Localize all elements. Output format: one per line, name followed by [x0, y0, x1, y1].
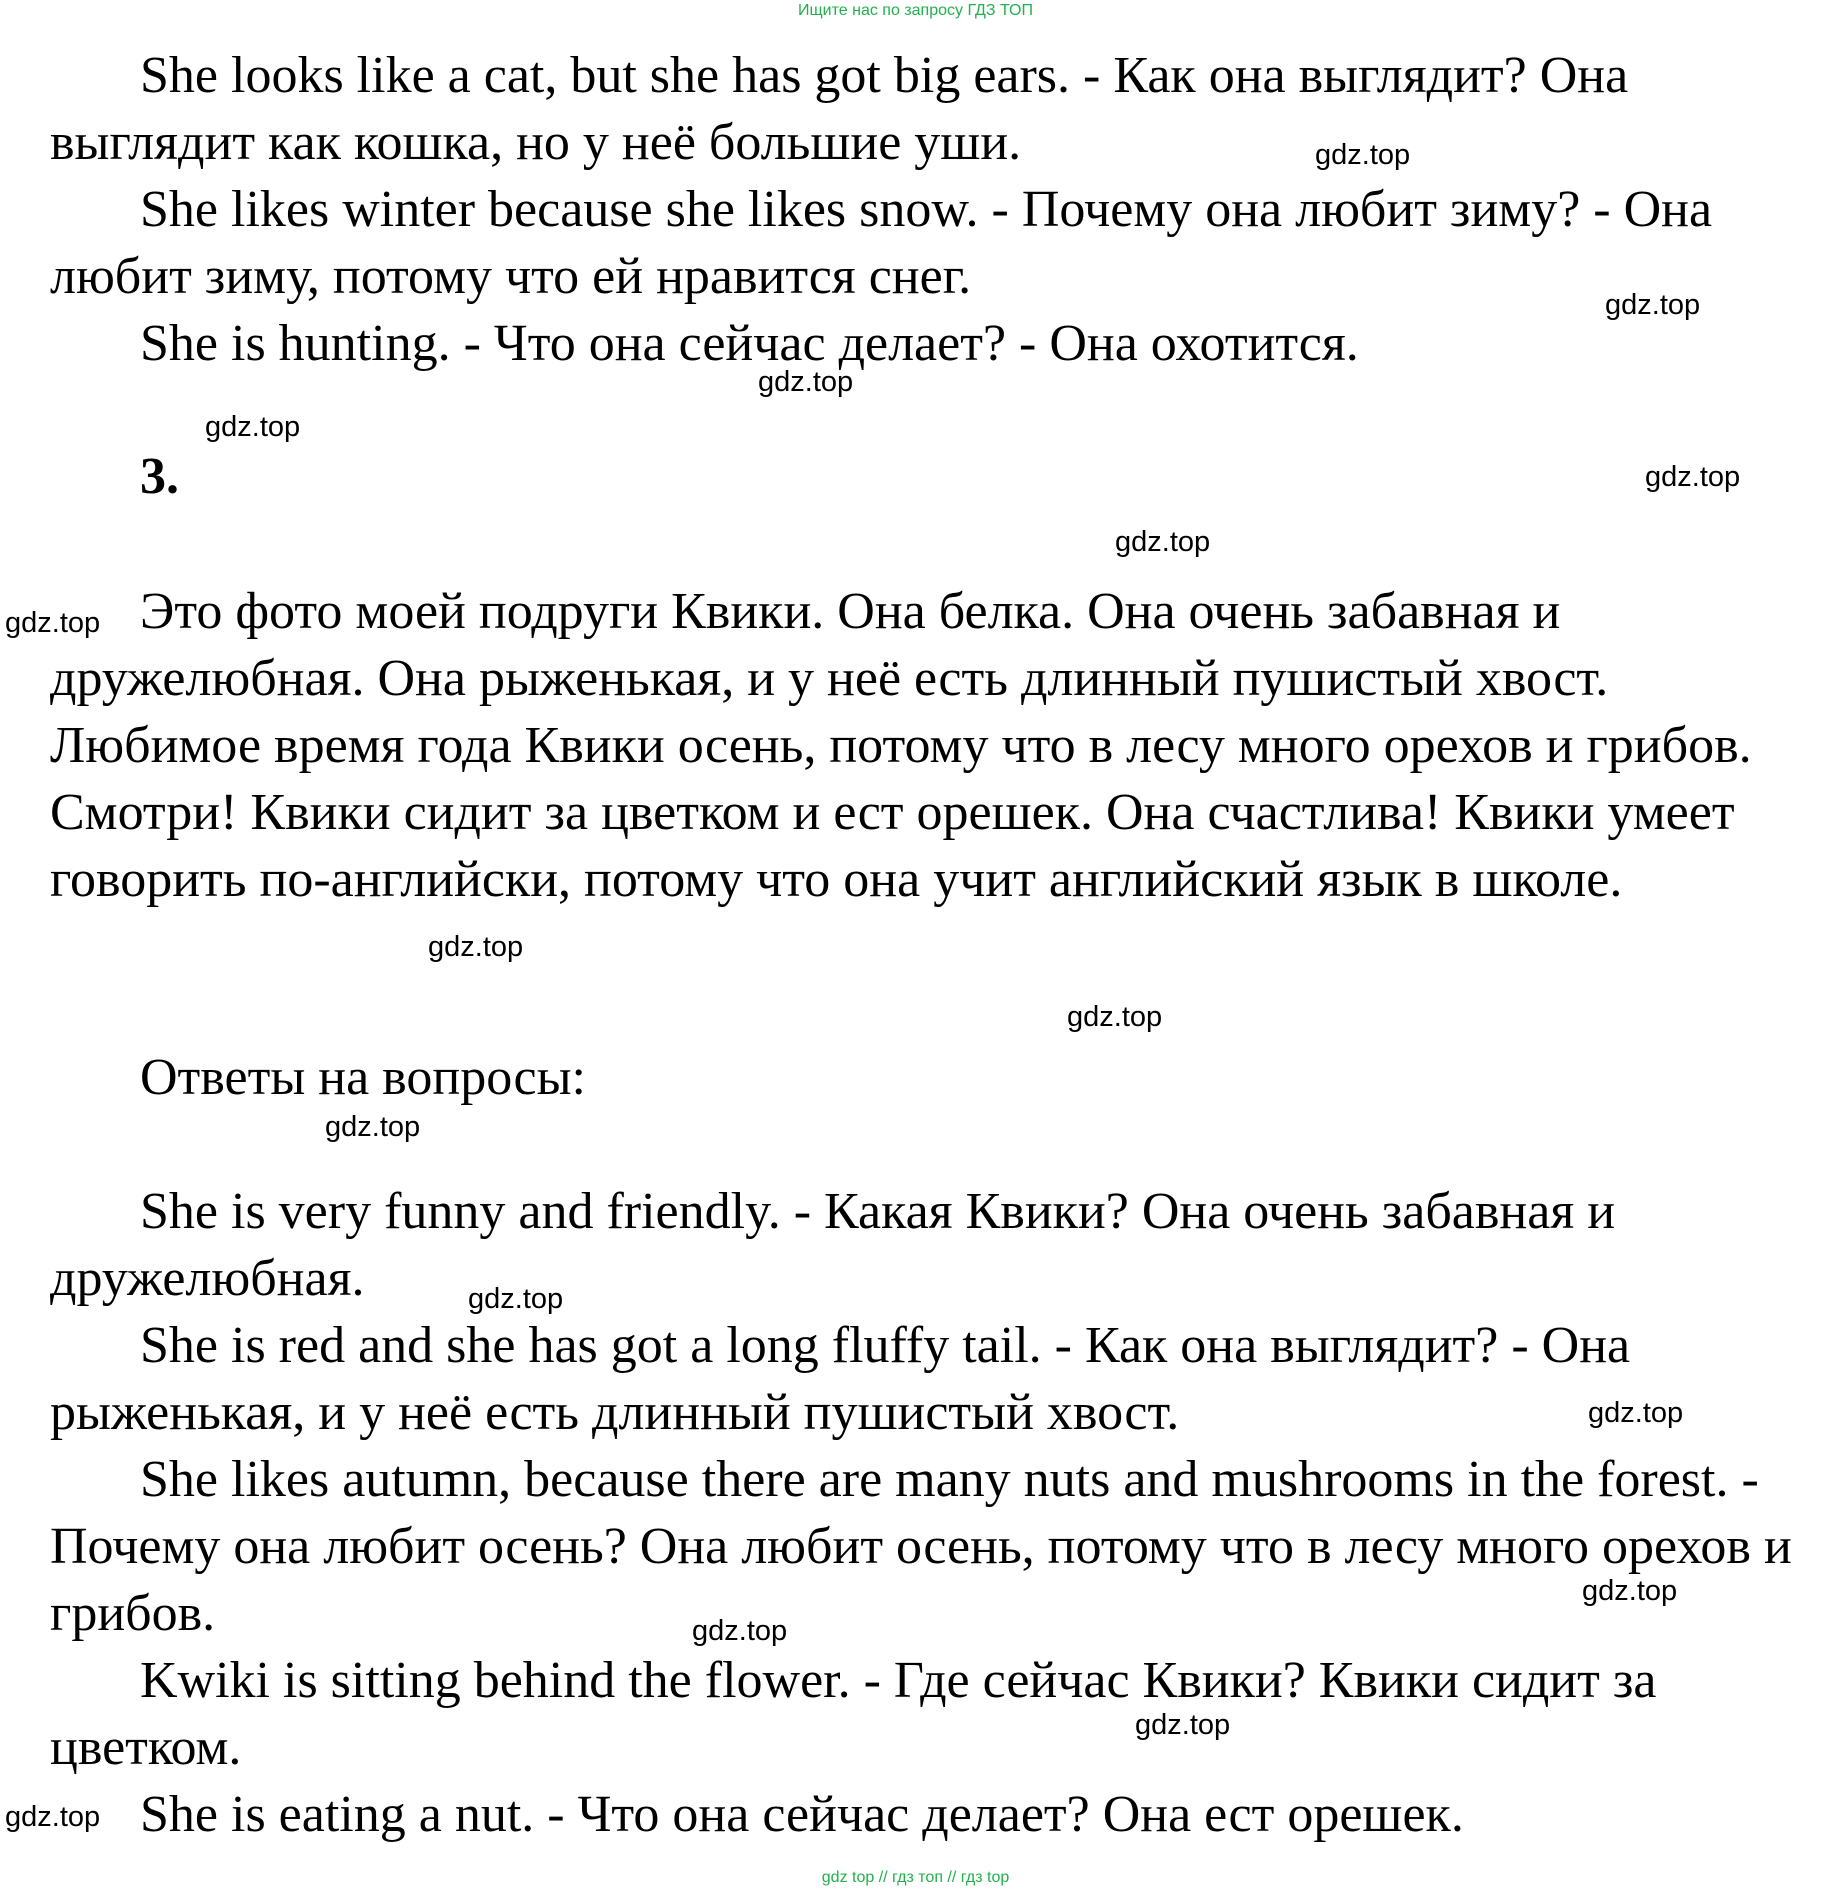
watermark: gdz.top [692, 1615, 788, 1647]
answer-appearance: She is red and she has got a long fluffy tail. - Как она выглядит? - Она рыженькая, и у неё есть длинный пушистый хвост. [50, 1317, 1631, 1441]
watermark: gdz.top [1115, 526, 1211, 558]
paragraph-cat-ears: She looks like a cat, but she has got big ears. - Как она выглядит? Она выглядит как кошка, но у неё большие уши. [50, 47, 1629, 171]
watermark: gdz.top [5, 1801, 101, 1833]
paragraph-winter: She likes winter because she likes snow. - Почему она любит зиму? - Она любит зиму, потому что ей нравится снег. [50, 181, 1713, 305]
watermark: gdz.top [1588, 1397, 1684, 1429]
answer-location: Kwiki is sitting behind the flower. - Где сейчас Квики? Квики сидит за цветком. [50, 1652, 1657, 1776]
footer-watermark: gdz top // гдз топ // гдз top [821, 1869, 1010, 1886]
answers-heading: Ответы на вопросы: [140, 1049, 586, 1106]
watermark: gdz.top [1067, 1001, 1163, 1033]
watermark: gdz.top [758, 366, 854, 398]
paragraph-hunting: She is hunting. - Что она сейчас делает? - Она охотится. [140, 315, 1359, 372]
answer-funny-friendly: She is very funny and friendly. - Какая Квики? Она очень забавная и дружелюбная. [50, 1183, 1616, 1307]
answer-autumn: She likes autumn, because there are many nuts and mushrooms in the forest. - Почему она любит осень? Она любит осень, потому что в лесу много орехов и грибов. [50, 1451, 1792, 1642]
watermark: gdz.top [1645, 461, 1741, 493]
answer-eating: She is eating a nut. - Что она сейчас делает? Она ест орешек. [140, 1786, 1464, 1843]
story-paragraph: Это фото моей подруги Квики. Она белка. Она очень забавная и дружелюбная. Она рыженькая, и у неё есть длинный пушистый хвост. Любимое время года Квики осень, потому что в лесу много орехов и грибов. Смотри! Квики сидит за цветком и ест орешек. Она счастлива! Квики умеет говорить по-английски, потому что она учит английский язык в школе. [50, 583, 1752, 908]
section-number: 3. [140, 448, 179, 505]
watermark: gdz.top [1582, 1575, 1678, 1607]
watermark: gdz.top [325, 1111, 421, 1143]
watermark: gdz.top [205, 411, 301, 443]
watermark: gdz.top [1315, 139, 1411, 171]
watermark: gdz.top [1135, 1709, 1231, 1741]
watermark: gdz.top [428, 931, 524, 963]
watermark: gdz.top [1605, 289, 1701, 321]
watermark: gdz.top [5, 607, 101, 639]
watermark: gdz.top [468, 1283, 564, 1315]
top-banner: Ищите нас по запросу ГДЗ ТОП [798, 2, 1033, 19]
